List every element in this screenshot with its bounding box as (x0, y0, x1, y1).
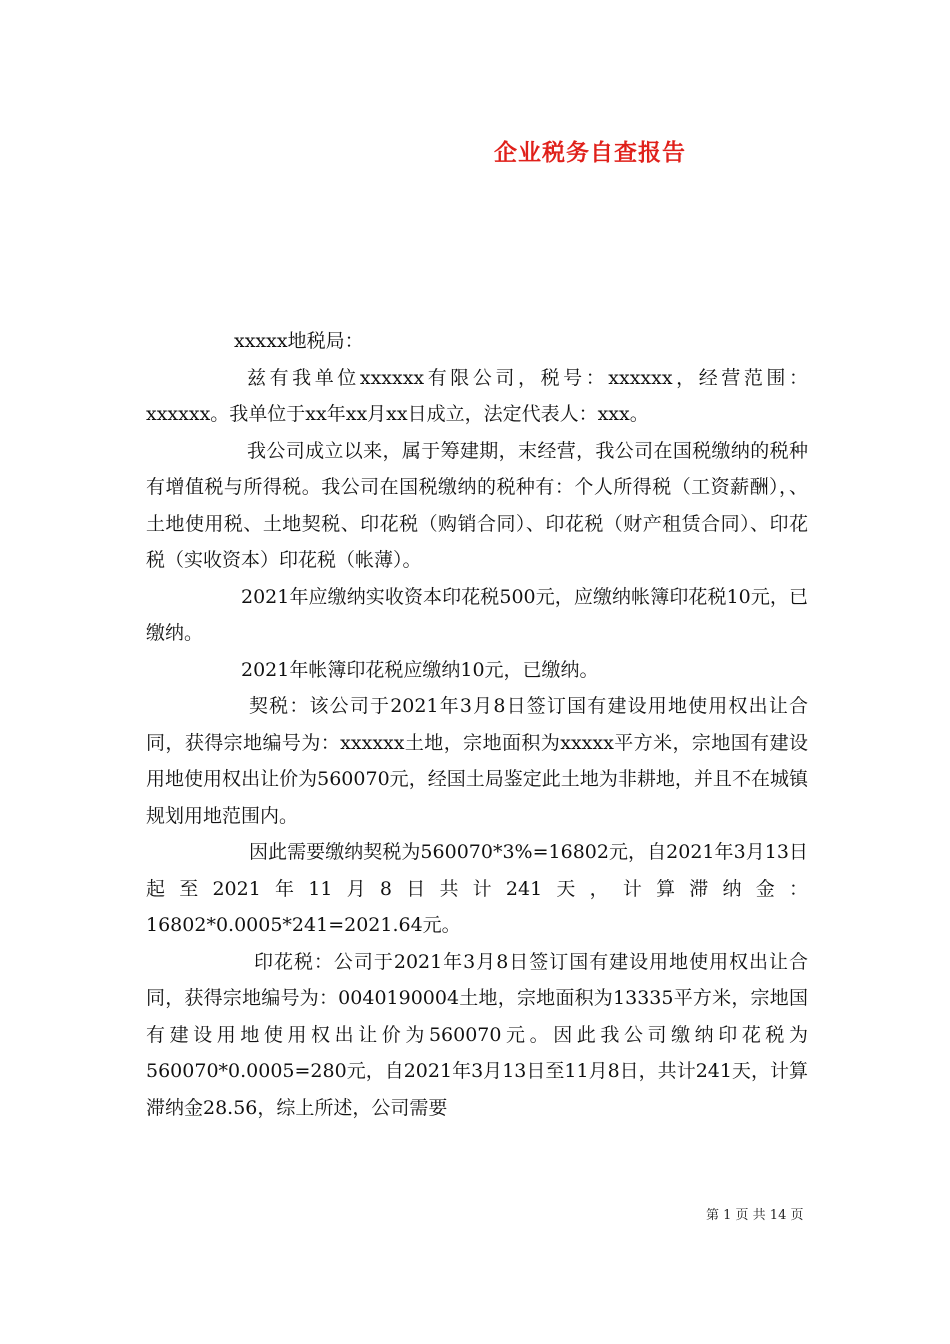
document-body (146, 323, 808, 1126)
paragraph-stamp-tax-books: 2021年帐簿印花税应缴纳10元，已缴纳。 (241, 658, 599, 681)
paragraph-company-info: 兹有我单位xxxxxx有限公司，税号：xxxxxx，经营范围：xxxxxx。我单位于xx年xx月xx日成立，法定代表人：xxx。 (146, 366, 808, 425)
paragraph-deed-tax-calculation: 因此需要缴纳契税为560070*3%=16802元，自2021年3月13日起至2021年11月8日共计241天，计算滞纳金：16802*0.0005*241=2021.64元。 (146, 841, 808, 936)
paragraph-stamp-tax-land: 印花税：公司于2021年3月8日签订国有建设用地使用权出让合同，获得宗地编号为：0040190004土地，宗地面积为13335平方米，宗地国有建设用地使用权出让价为560070元。因此我公司缴纳印花税为560070*0.0005=280元，自2021年3月13日至11月8日，共计241天，计算滞纳金28.56，综上所述，公司需要 (146, 950, 808, 1119)
page-number: 第 1 页 共 14 页 (706, 1208, 804, 1223)
paragraph-stamp-tax-capital: 2021年应缴纳实收资本印花税500元，应缴纳帐簿印花税10元，已缴纳。 (146, 585, 808, 644)
salutation: xxxxx地税局： (234, 330, 364, 352)
paragraph-deed-tax: 契税：该公司于2021年3月8日签订国有建设用地使用权出让合同，获得宗地编号为：xxxxxx土地，宗地面积为xxxxx平方米，宗地国有建设用地使用权出让价为560070元，经国土局鉴定此土地为非耕地，并且不在城镇规划用地范围内。 (146, 695, 808, 827)
document-title: 企业税务自查报告 (494, 140, 686, 166)
paragraph-tax-types: 我公司成立以来，属于筹建期，末经营，我公司在国税缴纳的税种有增值税与所得税。我公司在国税缴纳的税种有：个人所得税（工资薪酬），、土地使用税、土地契税、印花税（购销合同）、印花税（财产租赁合同）、印花税（实收资本）印花税（帐薄）。 (146, 439, 808, 571)
